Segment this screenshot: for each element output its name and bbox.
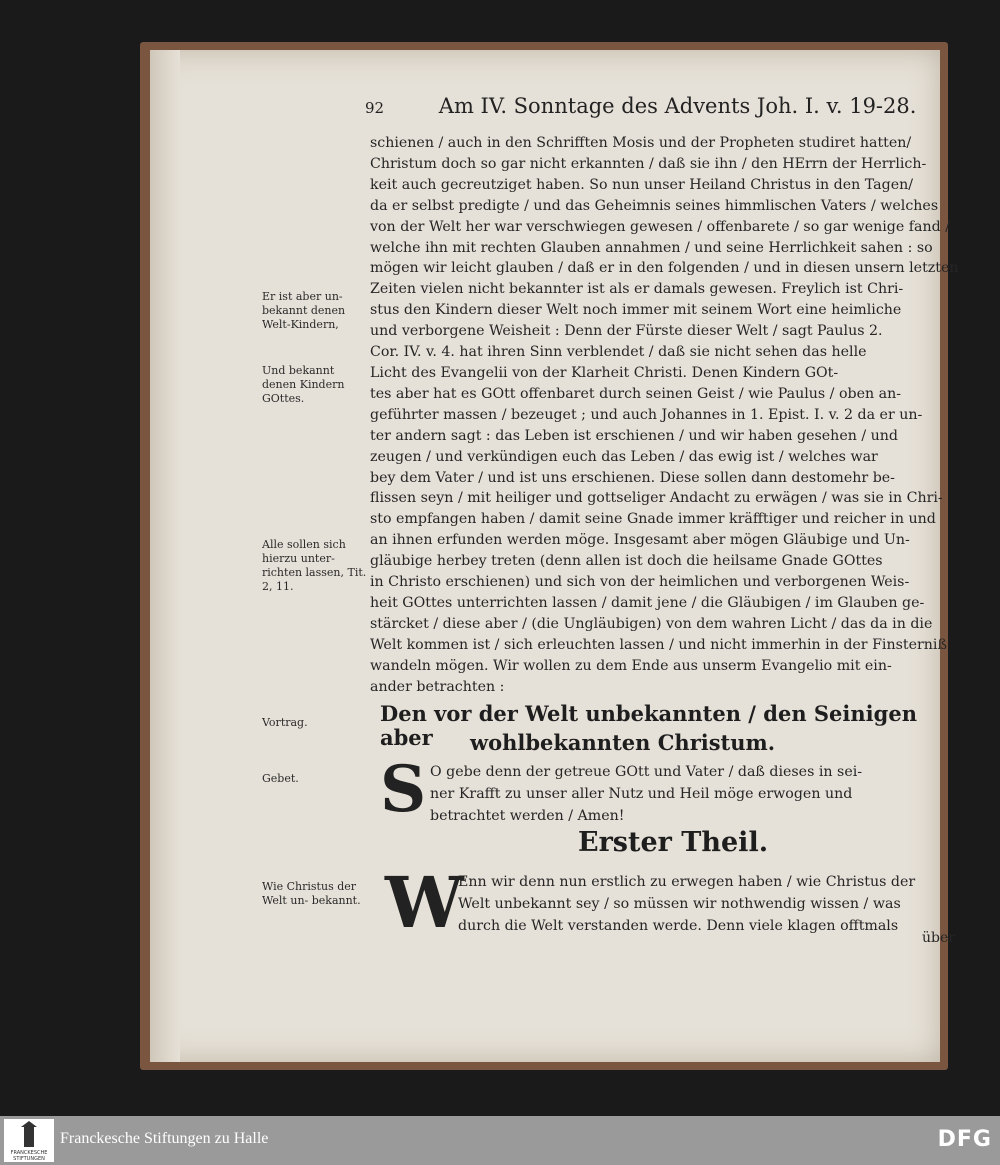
institution-name[interactable]: Franckesche Stiftungen zu Halle xyxy=(60,1130,269,1147)
theme-heading-line1: Den vor der Welt unbekannten / den Seinigen aber xyxy=(380,701,917,750)
text-line: bey dem Vater / und ist uns erschienen. Diese sollen dann destomehr be- xyxy=(370,469,895,486)
page-number: 92 xyxy=(365,99,385,117)
footer-bar xyxy=(0,1116,1000,1165)
text-line: wandeln mögen. Wir wollen zu dem Ende aus unserm Evangelio mit ein- xyxy=(370,657,892,674)
tower-icon xyxy=(24,1125,34,1147)
margin-note-3: Alle sollen sich hierzu unter- richten lassen, Tit. 2, 11. xyxy=(262,538,367,593)
text-line: an ihnen erfunden werden möge. Insgesamt aber mögen Gläubige und Un- xyxy=(370,532,910,549)
logo-caption: FRANCKESCHE STIFTUNGEN xyxy=(10,1150,48,1162)
part-title: Erster Theil. xyxy=(578,827,769,858)
text-line: gläubige herbey treten (denn allen ist doch die heilsame Gnade GOttes xyxy=(370,553,883,570)
dfg-logo[interactable]: DFG xyxy=(937,1127,992,1152)
body-text xyxy=(370,133,960,697)
part-line1: Enn wir denn nun erstlich zu erwegen haben / wie Christus der xyxy=(458,874,916,890)
margin-note-vortrag: Vortrag. xyxy=(262,716,308,729)
margin-note-1: Er ist aber un- bekannt denen Welt-Kindern, xyxy=(262,290,346,331)
text-line: und verborgene Weisheit : Denn der Fürste dieser Welt / sagt Paulus 2. xyxy=(370,323,883,340)
text-line: ander betrachten : xyxy=(370,678,505,695)
prayer-line3: betrachtet werden / Amen! xyxy=(430,808,625,824)
part-line3: durch die Welt verstanden werde. Denn viele klagen offtmals xyxy=(458,918,899,934)
part-line2: Welt unbekannt sey / so müssen wir nothwendig wissen / was xyxy=(458,896,901,912)
prayer-dropcap: S xyxy=(380,752,427,827)
text-line: Cor. IV. v. 4. hat ihren Sinn verblendet / daß sie nicht sehen das helle xyxy=(370,344,867,361)
text-line: stärcket / diese aber / (die Ungläubigen) von dem wahren Licht / das da in die xyxy=(370,615,933,632)
text-line: von der Welt her war verschwiegen gewesen / offenbarete / so gar wenige fand / xyxy=(370,218,951,235)
header-title: Am IV. Sonntage des Advents Joh. I. v. 19-28. xyxy=(438,94,917,118)
text-line: zeugen / und verkündigen euch das Leben / das ewig ist / welches war xyxy=(370,448,878,465)
margin-note-gebet: Gebet. xyxy=(262,772,299,785)
prayer-line1: O gebe denn der getreue GOtt und Vater / daß dieses in sei- xyxy=(430,764,863,780)
text-line: ter andern sagt : das Leben ist erschienen / und wir haben gesehen / und xyxy=(370,427,899,444)
text-line: Welt kommen ist / sich erleuchten lassen / und nicht immerhin in der Finsterniß xyxy=(370,636,947,653)
margin-note-4: Wie Christus der Welt un- bekannt. xyxy=(262,880,361,907)
running-header xyxy=(365,94,925,118)
text-line: Christum doch so gar nicht erkannten / daß sie ihn / den HErrn der Herrlich- xyxy=(370,155,927,172)
text-line: Zeiten vielen nicht bekannter ist als er damals gewesen. Freylich ist Chri- xyxy=(370,281,904,298)
prayer-line2: ner Krafft zu unser aller Nutz und Heil möge erwogen und xyxy=(430,786,853,802)
text-line: sto empfangen haben / damit seine Gnade immer kräfftiger und reicher in und xyxy=(370,511,936,528)
text-line: Licht des Evangelii von der Klarheit Christi. Denen Kindern GOt- xyxy=(370,364,839,381)
theme-heading-line2: wohlbekannten Christum. xyxy=(470,730,776,755)
institution-logo[interactable] xyxy=(4,1119,54,1162)
text-line: schienen / auch in den Schrifften Mosis und der Propheten studiret hatten/ xyxy=(370,135,912,151)
text-line: geführter massen / bezeuget ; und auch Johannes in 1. Epist. I. v. 2 da er un- xyxy=(370,406,923,423)
text-line: flissen seyn / mit heiliger und gottseliger Andacht zu erwägen / was sie in Chri- xyxy=(370,490,943,507)
catchword: über xyxy=(922,930,955,946)
text-line: da er selbst predigte / und das Geheimnis seines himmlischen Vaters / welches xyxy=(370,197,939,214)
text-line: in Christo erschienen) und sich von der heimlichen und verborgenen Weis- xyxy=(370,574,910,591)
text-line: heit GOttes unterrichten lassen / damit jene / die Gläubigen / im Glauben ge- xyxy=(370,594,925,611)
page-stack-edge xyxy=(150,50,180,1062)
text-line: welche ihn mit rechten Glauben annahmen / und seine Herrlichkeit sahen : so xyxy=(370,239,933,256)
text-line: mögen wir leicht glauben / daß er in den folgenden / und in diesen unsern letzten xyxy=(370,260,959,277)
text-line: keit auch gecreutziget haben. So nun unser Heiland Christus in den Tagen/ xyxy=(370,176,914,193)
part-dropcap: W xyxy=(385,861,464,944)
text-line: stus den Kindern dieser Welt noch immer mit seinem Wort eine heimliche xyxy=(370,302,902,319)
text-line: tes aber hat es GOtt offenbaret durch seinen Geist / wie Paulus / oben an- xyxy=(370,385,902,402)
margin-note-2: Und bekannt denen Kindern GOttes. xyxy=(262,364,345,405)
